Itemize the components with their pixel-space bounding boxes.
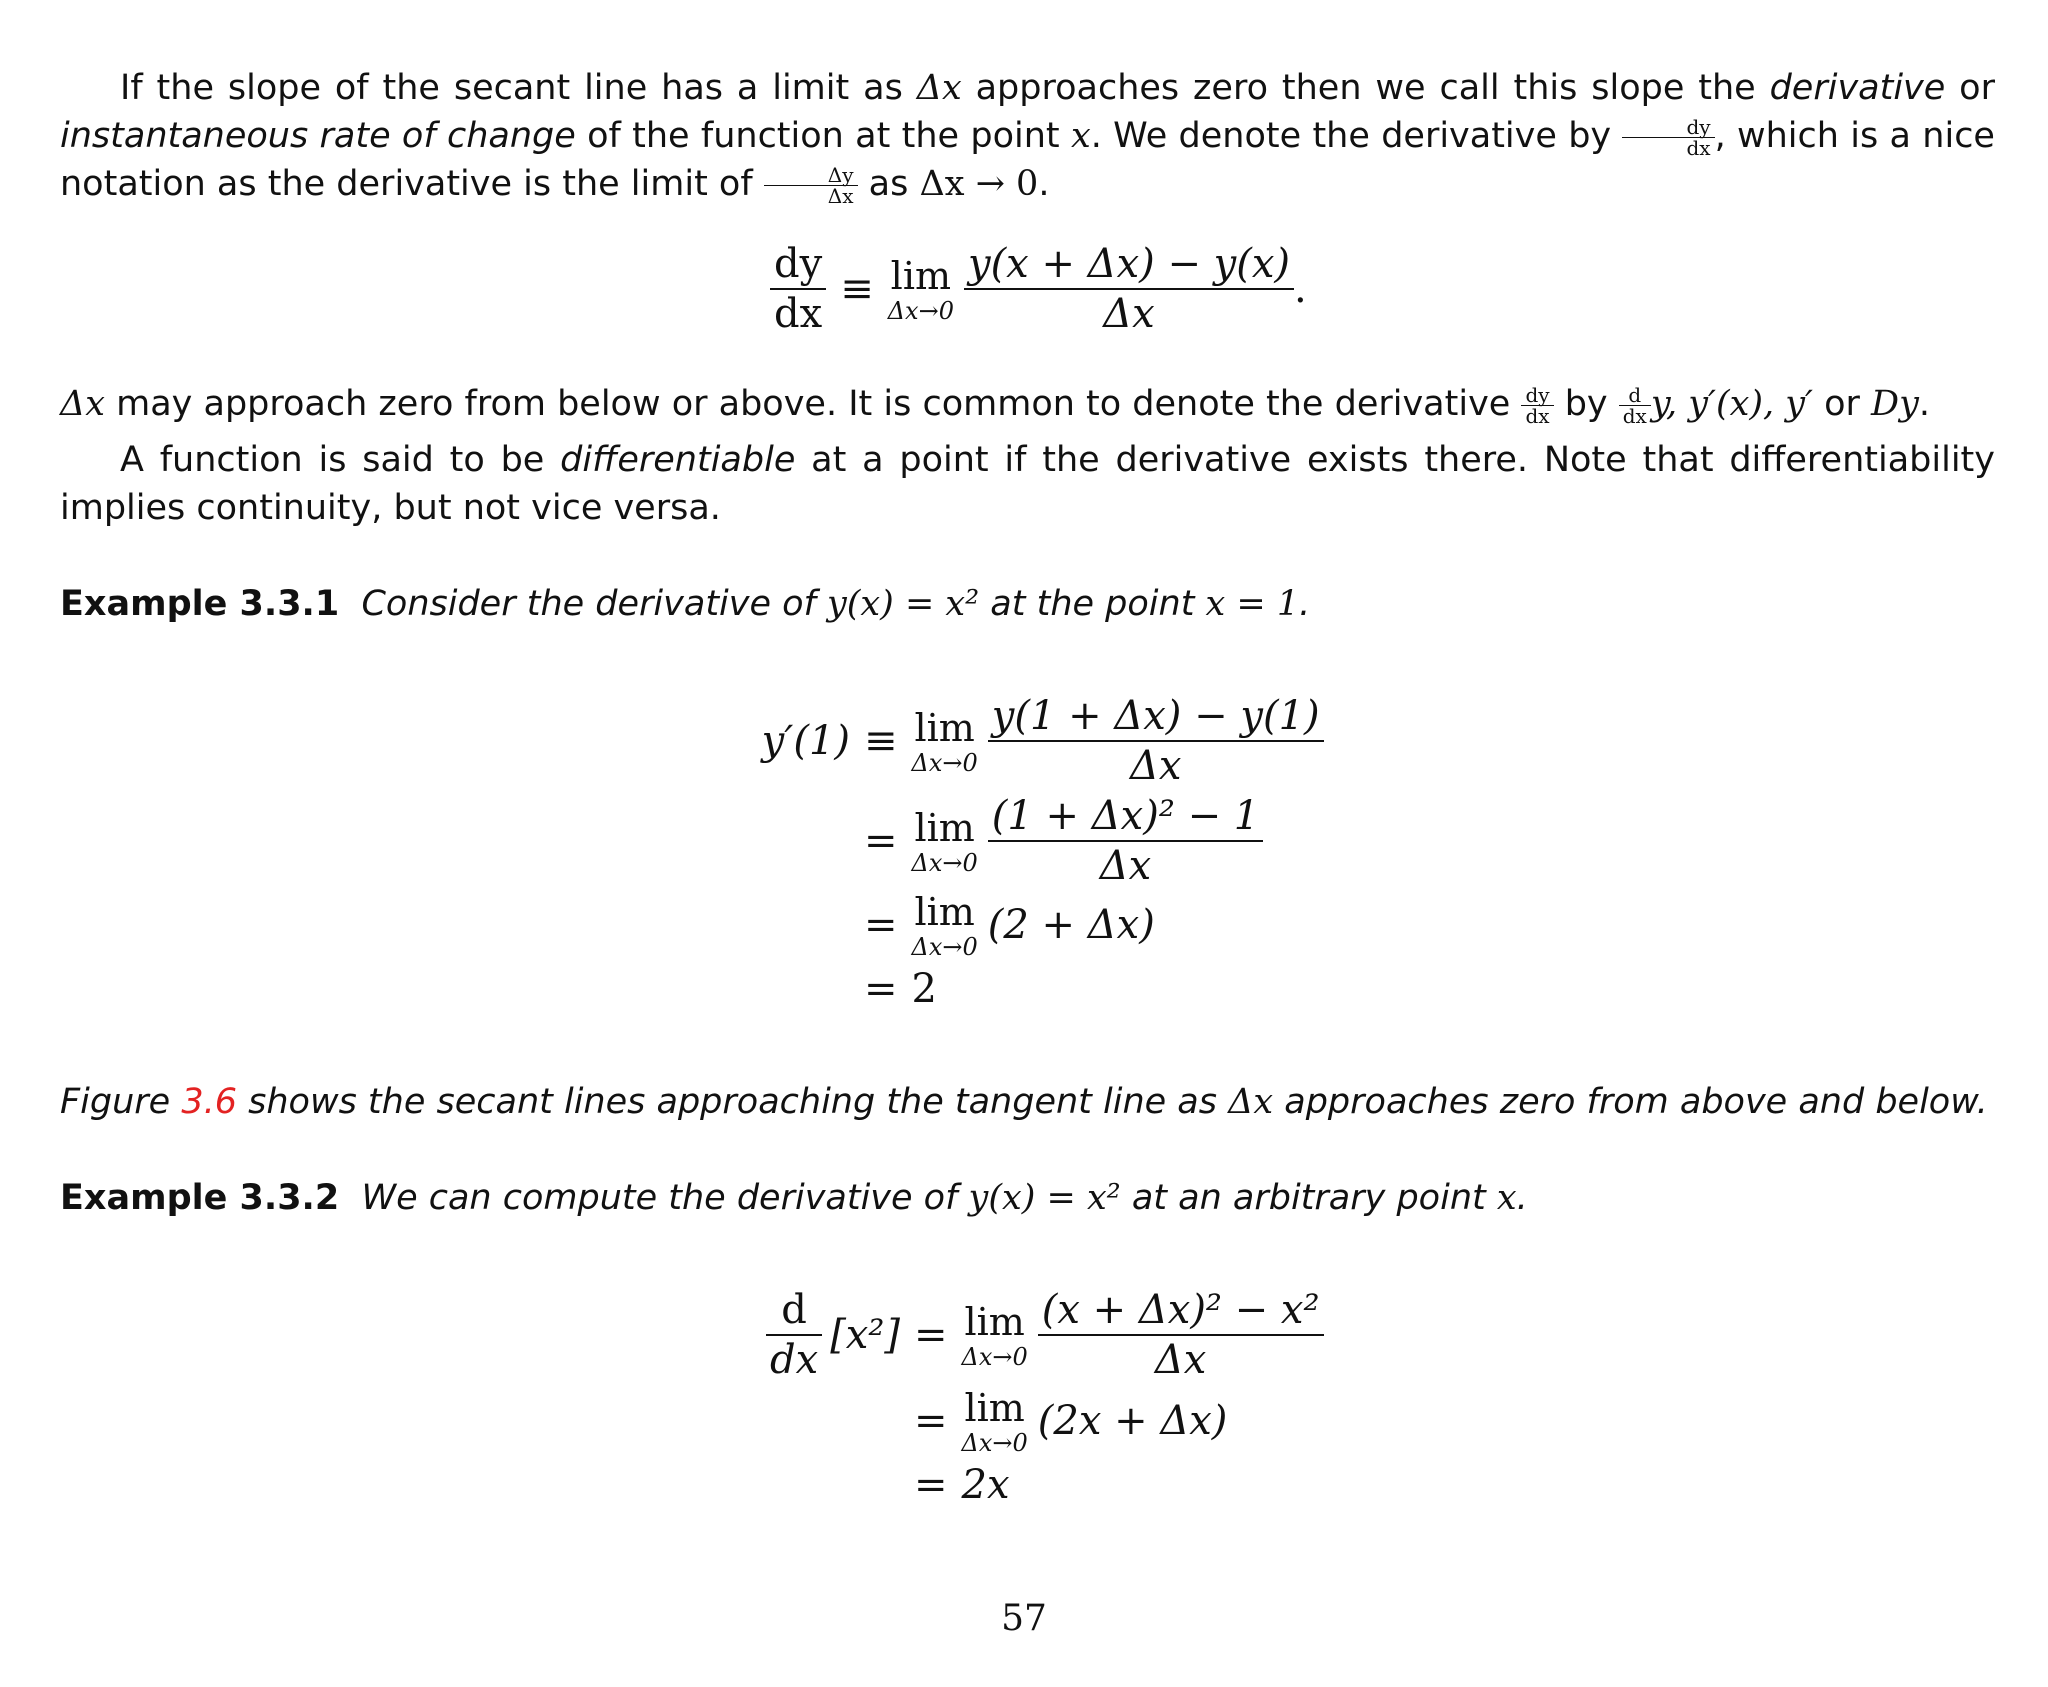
term-instantaneous-rate: instantaneous rate of change	[60, 116, 576, 156]
text: .	[1299, 584, 1311, 624]
text: Consider the derivative of	[361, 584, 827, 624]
example-1-line-4	[760, 966, 937, 1012]
expression: (2 + Δx)	[987, 902, 1155, 948]
equals-sign: =	[914, 1462, 948, 1508]
difference-quotient: $\frac{y(x + \Delta x) - y(x)}{\Delta x}$	[964, 240, 1294, 338]
figure-reference-link[interactable]: 3.6	[181, 1082, 237, 1122]
fraction-dy-dx: $\frac{dy}{dx}$	[1622, 117, 1714, 158]
example-2-statement	[60, 1174, 1995, 1222]
fraction: $\frac{\text{(1 + Δx)² − 1}}{\Delta x}$	[988, 792, 1263, 890]
equals-sign: =	[864, 818, 898, 864]
equals-sign: =	[914, 1398, 948, 1444]
fraction: $\frac{y(1 + \Delta x) - y(1)}{\Delta x}$	[988, 692, 1324, 790]
text: .	[1516, 1178, 1528, 1218]
paragraph-differentiable	[60, 436, 1995, 532]
example-1-heading: Example 3.3.1	[60, 584, 340, 624]
term-derivative: derivative	[1769, 68, 1946, 108]
example-1-line-1	[760, 692, 1324, 790]
text: A function is said to be	[120, 440, 561, 480]
text: We can compute the derivative of	[361, 1178, 969, 1218]
text: of the function at the point	[575, 116, 1071, 156]
limit-operator: lim Δx→0	[961, 1386, 1028, 1457]
text: .	[1038, 164, 1050, 204]
math-x: x	[1496, 1178, 1517, 1218]
math-delta-x-to-zero: Δx → 0	[919, 164, 1039, 204]
equals-sign: =	[864, 902, 898, 948]
text: approaches zero then we call this slope the	[961, 68, 1770, 108]
text: or	[1945, 68, 1995, 108]
limit-operator: lim Δx→0	[911, 806, 978, 877]
text: by	[1553, 384, 1619, 424]
limit-operator: lim Δx→0	[911, 890, 978, 961]
limit-operator: lim Δx→0	[961, 1300, 1028, 1371]
math-y-equals-x-squared: y(x) = x²	[968, 1178, 1121, 1218]
text: or	[1812, 384, 1872, 424]
fraction-dy-dx: $\frac{dy}{dx}$	[770, 240, 826, 338]
fraction-d-dx: $\frac{d}{dx}$	[1619, 385, 1651, 426]
text: as	[857, 164, 920, 204]
paragraph-derivative-notation	[60, 380, 1995, 428]
math-x: x	[1070, 116, 1091, 156]
example-2-line-2	[760, 1386, 1227, 1456]
expression: (2x + Δx)	[1037, 1398, 1228, 1444]
math-delta-x: Δx	[1228, 1082, 1274, 1122]
page-number: 57	[1001, 1598, 1047, 1639]
text: Figure	[60, 1082, 182, 1122]
example-1-line-3	[760, 890, 1155, 960]
text: If the slope of the secant line has a limit as	[120, 68, 917, 108]
math-delta-x: Δx	[60, 384, 106, 424]
text: approaches zero from above and below.	[1273, 1082, 1988, 1122]
text: may approach zero from below or above. It is common to denote the derivative	[105, 384, 1522, 424]
text: at a point if the derivative exists there. Note that differentiability implies continuity, but not vice versa.	[60, 440, 1995, 528]
result: 2x	[961, 1462, 1010, 1508]
equals-sign: =	[864, 966, 898, 1012]
term-differentiable: differentiable	[560, 440, 796, 480]
fraction-dy-dx: $\frac{dy}{dx}$	[1521, 385, 1553, 426]
equiv-sign: ≡	[840, 266, 874, 312]
result: 2	[911, 966, 937, 1012]
text: shows the secant lines approaching the tangent line as	[236, 1082, 1229, 1122]
equation-derivative-definition	[770, 240, 1307, 338]
equiv-sign: ≡	[864, 718, 898, 764]
text: at the point	[979, 584, 1206, 624]
paragraph-derivative-definition	[60, 64, 1995, 208]
example-2-line-1	[760, 1286, 1324, 1384]
text: , which is a nice notation as the derivative is the limit of	[60, 116, 1995, 204]
math-y-equals-x-squared: y(x) = x²	[827, 584, 980, 624]
lhs-y-prime-1: y′(1)	[761, 718, 850, 764]
bracket-x-squared: [x²]	[830, 1312, 900, 1358]
equals-sign: =	[914, 1312, 948, 1358]
math-dy: Dy	[1871, 384, 1919, 424]
fraction-delta-y-delta-x: $\frac{\Delta y}{\Delta x}$	[764, 165, 858, 206]
figure-note	[60, 1078, 1995, 1126]
period: .	[1294, 266, 1307, 312]
example-2-heading: Example 3.3.2	[60, 1178, 340, 1218]
text: . We denote the derivative by	[1090, 116, 1623, 156]
example-1-line-2	[760, 792, 1263, 890]
example-1-statement	[60, 580, 1995, 628]
math-notations: y, y′(x), y′	[1650, 384, 1813, 424]
fraction: $\frac{\text{(x + Δx)² − x²}}{\Delta x}$	[1038, 1286, 1324, 1384]
text: .	[1918, 384, 1931, 424]
math-delta-x: Δx	[916, 68, 962, 108]
example-2-line-3	[760, 1462, 1010, 1508]
limit-operator: lim Δx→0	[911, 706, 978, 777]
limit-operator: lim Δx→0	[887, 254, 954, 325]
math-x-equals-1: x = 1	[1205, 584, 1300, 624]
fraction-d-dx: $\frac{d}{dx}$	[766, 1286, 822, 1384]
text: at an arbitrary point	[1120, 1178, 1497, 1218]
